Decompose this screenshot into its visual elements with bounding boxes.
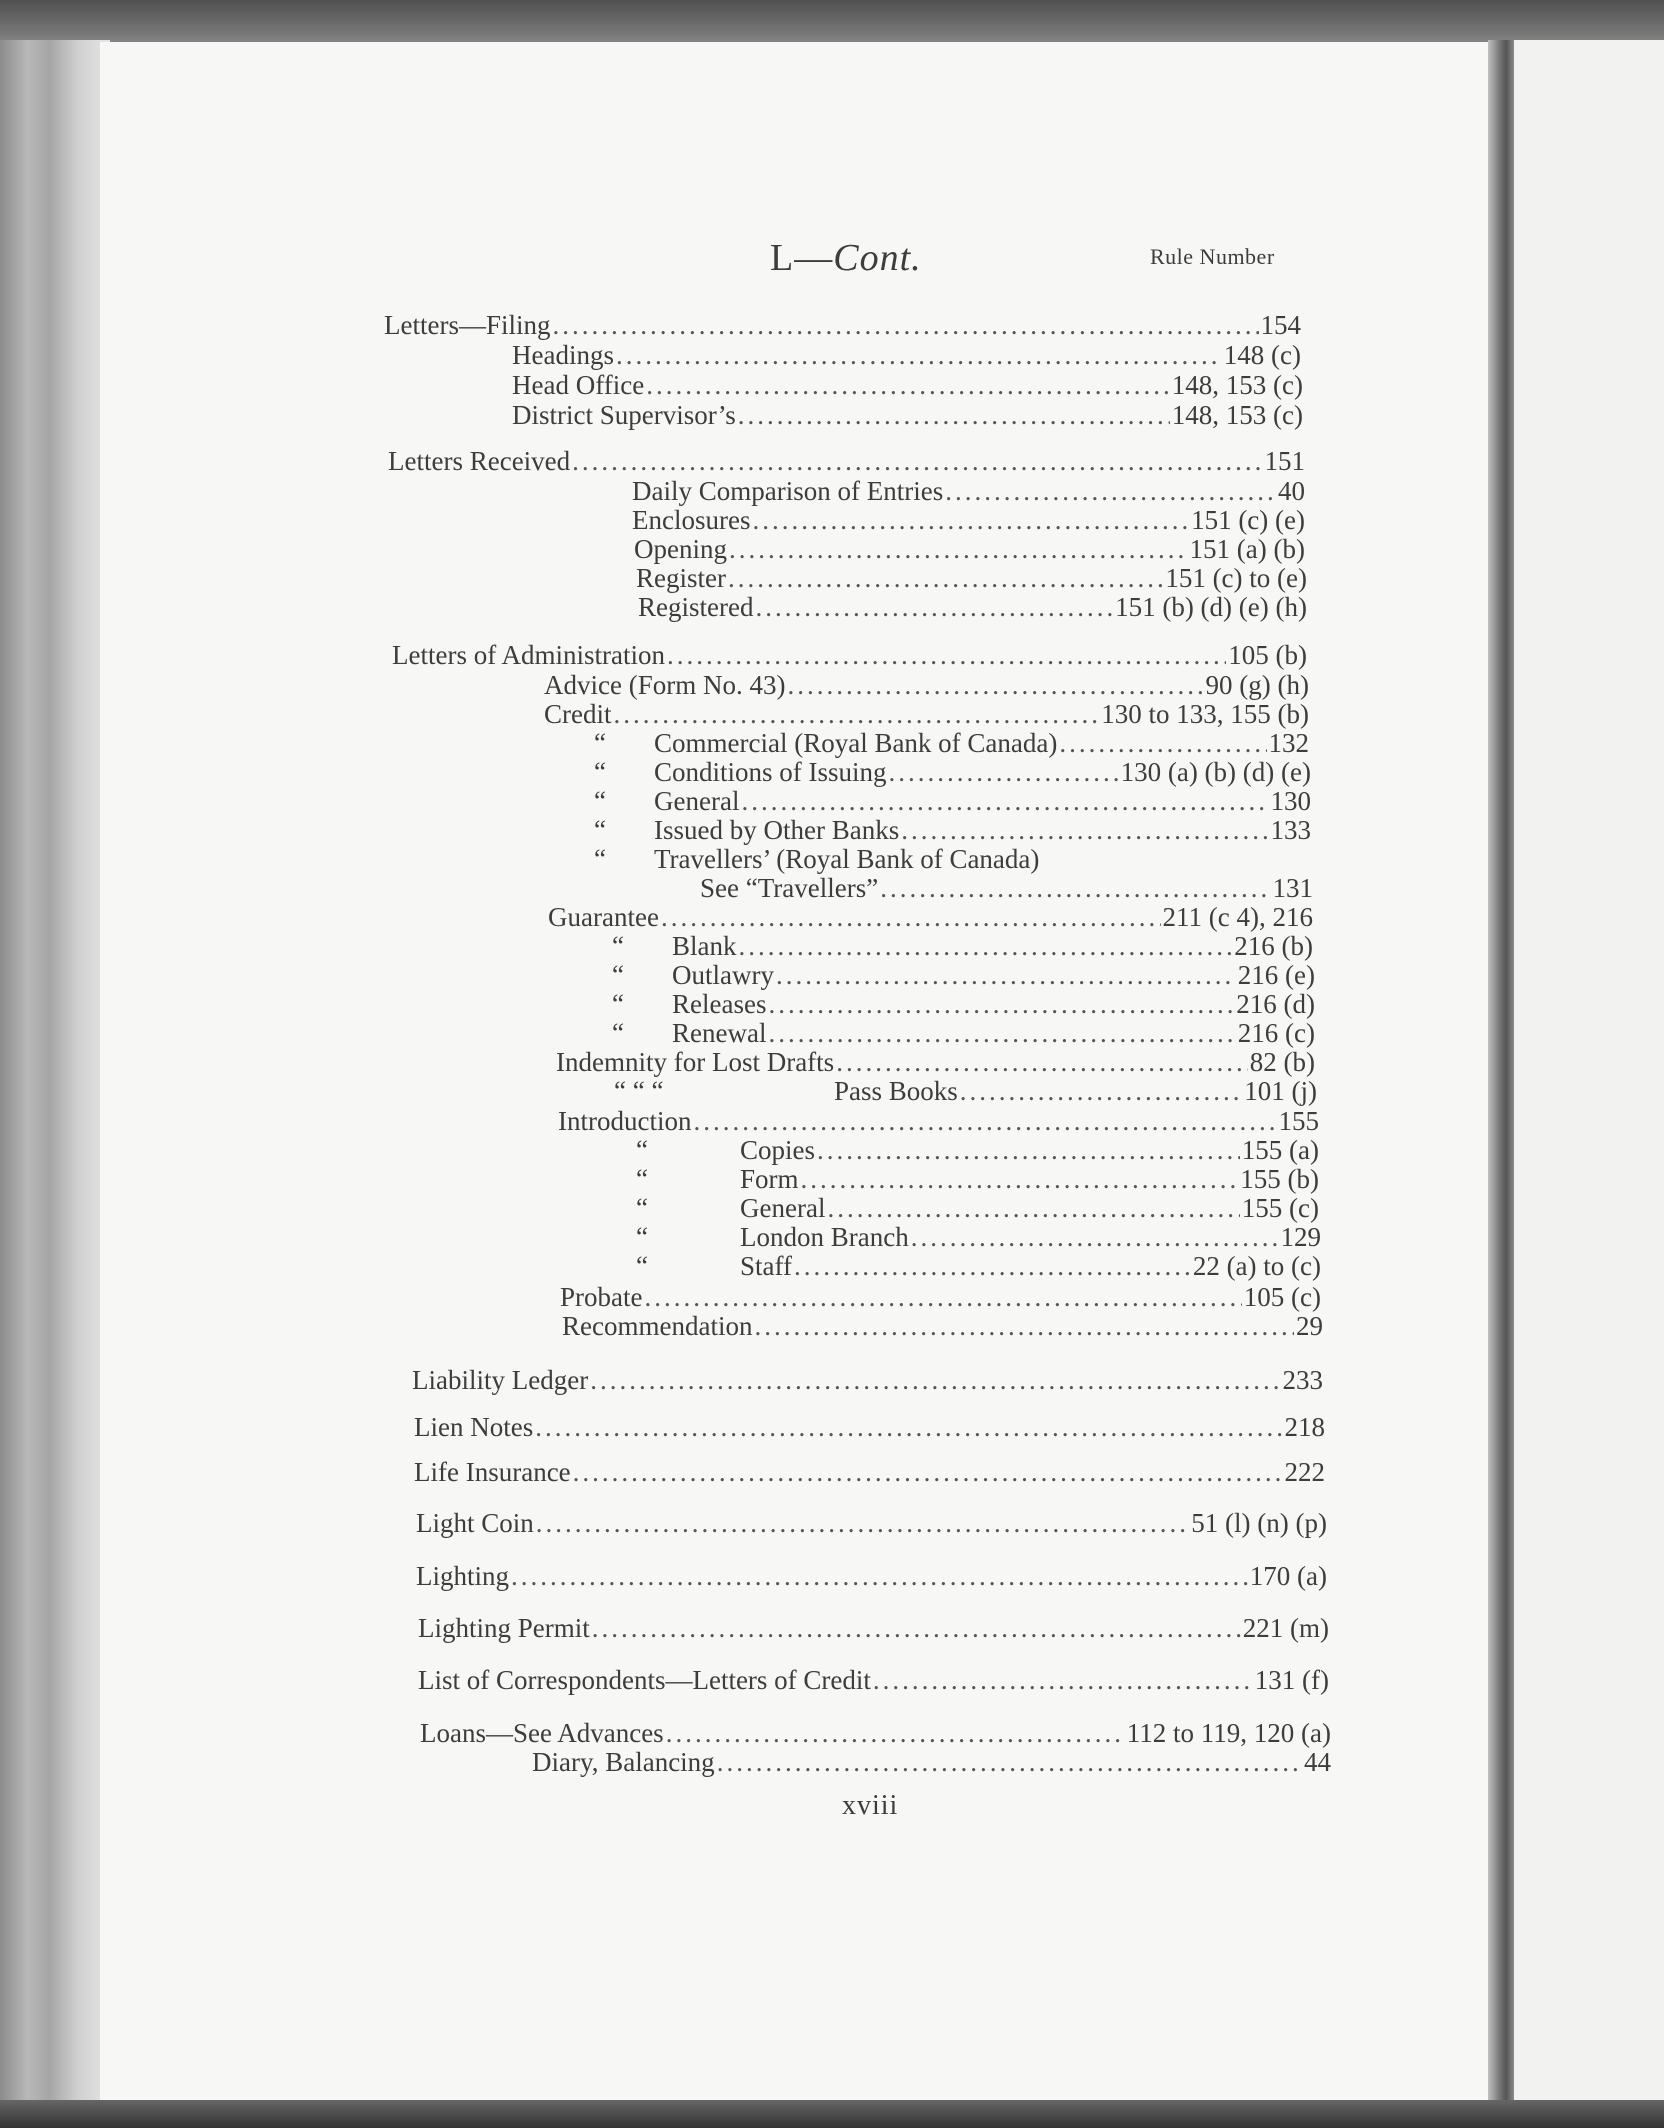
leader-dots [729, 534, 1188, 564]
leader-dots [661, 902, 1161, 932]
leader-dots [646, 370, 1170, 400]
entry-rule-ref: 148 (c) [1223, 340, 1301, 370]
index-entry [388, 446, 1305, 476]
entry-label: Recommendation [562, 1311, 753, 1341]
heading-cont: Cont. [833, 237, 922, 279]
index-entry [414, 1457, 1325, 1487]
index-entry [418, 1665, 1329, 1695]
entry-label [594, 786, 741, 816]
entry-rule-ref: 40 [1278, 476, 1305, 506]
leader-dots [836, 1047, 1248, 1077]
ditto-mark: “ [594, 815, 606, 845]
page-number: xviii [842, 1790, 899, 1821]
ditto-mark: “ [636, 1135, 648, 1165]
index-entry [548, 902, 1313, 932]
entry-label: Indemnity for Lost Drafts [556, 1047, 835, 1077]
entry-label-text: Outlawry [672, 960, 774, 990]
entry-rule-ref: 130 (a) (b) (d) (e) [1120, 757, 1311, 787]
index-entry [562, 1311, 1323, 1341]
leader-dots [572, 446, 1262, 476]
index-entry [612, 1018, 1315, 1048]
ditto-mark: “ [636, 1251, 648, 1281]
leader-dots [880, 873, 1270, 903]
index-entry [416, 1508, 1327, 1538]
entry-rule-ref: 216 (e) [1237, 960, 1315, 990]
entry-rule-ref: 222 [1284, 1457, 1325, 1487]
entry-label-text: Travellers’ (Royal Bank of Canada) [654, 844, 1040, 874]
index-entry [636, 1222, 1321, 1252]
leader-dots [616, 340, 1222, 370]
entry-rule-ref: 154 [1260, 310, 1301, 340]
ditto-marks: “ “ “ [614, 1076, 664, 1106]
leader-dots [801, 1164, 1239, 1194]
entry-label [594, 728, 1059, 758]
entry-rule-ref: 130 to 133, 155 (b) [1101, 699, 1309, 729]
section-heading [770, 236, 922, 280]
entry-label-text: Conditions of Issuing [654, 757, 887, 787]
index-entry [544, 670, 1309, 700]
entry-label [594, 757, 889, 787]
leader-dots [590, 1365, 1280, 1395]
entry-label [636, 1251, 794, 1281]
entry-label: Advice (Form No. 43) [544, 670, 786, 700]
leader-dots [573, 1457, 1283, 1487]
ditto-mark: “ [594, 844, 606, 874]
entry-rule-ref: 216 (c) [1237, 1018, 1315, 1048]
index-entry [558, 1106, 1319, 1136]
leader-dots [755, 592, 1113, 622]
entry-rule-ref: 22 (a) to (c) [1192, 1251, 1321, 1281]
entry-label: District Supervisor’s [512, 400, 736, 430]
entry-rule-ref: 151 (c) to (e) [1165, 563, 1307, 593]
entry-label: Letters Received [388, 446, 571, 476]
entry-label: Opening [634, 534, 727, 564]
entry-label [612, 1018, 768, 1048]
ditto-mark: “ [594, 757, 606, 787]
entry-rule-ref: 233 [1282, 1365, 1323, 1395]
entry-label: Registered [638, 592, 754, 622]
entry-rule-ref: 216 (d) [1236, 989, 1315, 1019]
entry-label: Lighting [416, 1561, 509, 1591]
leader-dots [728, 563, 1163, 593]
leader-dots [739, 931, 1233, 961]
leader-dots [738, 400, 1170, 430]
leader-dots [817, 1135, 1240, 1165]
entry-rule-ref: 105 (b) [1228, 640, 1307, 670]
entry-label-text: General [654, 786, 740, 816]
index-entry [512, 370, 1303, 400]
ditto-mark: “ [612, 1018, 624, 1048]
leader-dots [787, 670, 1203, 700]
leader-dots [666, 1718, 1125, 1748]
leader-dots [873, 1665, 1253, 1695]
leader-dots [768, 989, 1234, 1019]
leader-dots [511, 1561, 1248, 1591]
index-entry [420, 1718, 1331, 1748]
index-entry [392, 640, 1307, 670]
entry-rule-ref: 155 (a) [1241, 1135, 1319, 1165]
leader-dots [717, 1747, 1302, 1777]
ditto-mark: “ [612, 931, 624, 961]
entry-label: Loans—See Advances [420, 1718, 664, 1748]
leader-dots [768, 1018, 1235, 1048]
index-entry [594, 844, 1043, 874]
heading-dash: — [794, 237, 834, 279]
index-entry [594, 786, 1311, 816]
entry-label-text: Pass Books [834, 1076, 958, 1106]
entry-rule-ref: 151 [1264, 446, 1305, 476]
entry-rule-ref: 155 (b) [1240, 1164, 1319, 1194]
entry-label [612, 960, 776, 990]
entry-label-text: Form [740, 1164, 799, 1194]
entry-label [594, 844, 1041, 874]
leader-dots [960, 1076, 1242, 1106]
leader-dots [1059, 728, 1266, 758]
index-entry [636, 1164, 1319, 1194]
index-entry [594, 728, 1309, 758]
index-entry [612, 960, 1315, 990]
ditto-mark: “ [594, 728, 606, 758]
index-entry [614, 1076, 1317, 1106]
entry-rule-ref: 82 (b) [1249, 1047, 1315, 1077]
entry-rule-ref: 44 [1304, 1747, 1331, 1777]
index-entry [632, 505, 1305, 535]
index-entry [594, 757, 1311, 787]
entry-rule-ref: 155 (c) [1241, 1193, 1319, 1223]
section-letter: L [770, 237, 795, 279]
entry-rule-ref: 130 [1270, 786, 1311, 816]
entry-label: Headings [512, 340, 614, 370]
index-entry [594, 815, 1311, 845]
entry-label: Head Office [512, 370, 645, 400]
entry-label: Lighting Permit [418, 1613, 590, 1643]
entry-rule-ref: 132 [1268, 728, 1309, 758]
entry-label: Guarantee [548, 902, 659, 932]
index-entry [612, 989, 1315, 1019]
index-entry [638, 592, 1307, 622]
index-entry [412, 1365, 1323, 1395]
entry-label [612, 989, 768, 1019]
entry-label: Credit [544, 699, 612, 729]
entry-label: Enclosures [632, 505, 751, 535]
entry-label-text: General [740, 1193, 826, 1223]
entry-rule-ref: 170 (a) [1249, 1561, 1327, 1591]
leader-dots [693, 1106, 1276, 1136]
ditto-mark: “ [636, 1164, 648, 1194]
entry-label [636, 1135, 817, 1165]
leader-dots [535, 1412, 1282, 1442]
leader-dots [667, 640, 1226, 670]
entry-label: Daily Comparison of Entries [632, 476, 944, 506]
leader-dots [536, 1508, 1190, 1538]
index-entry [632, 476, 1305, 506]
entry-rule-ref: 101 (j) [1244, 1076, 1317, 1106]
entry-rule-ref: 151 (c) (e) [1191, 505, 1305, 535]
ditto-mark: “ [636, 1193, 648, 1223]
entry-rule-ref: 148, 153 (c) [1171, 370, 1303, 400]
entry-label [594, 815, 901, 845]
index-entry [612, 931, 1313, 961]
entry-rule-ref: 216 (b) [1234, 931, 1313, 961]
index-entry [700, 873, 1313, 903]
rule-number-label: Rule Number [1150, 244, 1275, 269]
entry-rule-ref: 51 (l) (n) (p) [1191, 1508, 1327, 1538]
entry-label-text: Copies [740, 1135, 816, 1165]
entry-rule-ref: 148, 153 (c) [1171, 400, 1303, 430]
index-entry [384, 310, 1301, 340]
entry-label-text: Renewal [672, 1018, 767, 1048]
entry-label: Probate [560, 1282, 643, 1312]
entry-rule-ref: 131 (f) [1254, 1665, 1329, 1695]
entry-label-text: Staff [740, 1251, 792, 1281]
entry-label [636, 1164, 801, 1194]
entry-label [636, 1193, 827, 1223]
entry-label: Introduction [558, 1106, 692, 1136]
entry-label [614, 1076, 960, 1106]
index-entry [416, 1561, 1327, 1591]
entry-label-text: Releases [672, 989, 767, 1019]
leader-dots [754, 1311, 1294, 1341]
entry-label: Light Coin [416, 1508, 534, 1538]
index-entry [532, 1747, 1331, 1777]
index-entry [544, 699, 1309, 729]
index-entry [418, 1613, 1329, 1643]
leader-dots [592, 1613, 1241, 1643]
entry-rule-ref: 221 (m) [1242, 1613, 1329, 1643]
entry-label: Life Insurance [414, 1457, 571, 1487]
index-entry [636, 1135, 1319, 1165]
entry-rule-ref: 211 (c 4), 216 [1162, 902, 1313, 932]
leader-dots [752, 505, 1189, 535]
ditto-mark: “ [612, 960, 624, 990]
entry-rule-ref: 105 (c) [1243, 1282, 1321, 1312]
leader-dots [776, 960, 1236, 990]
leader-dots [827, 1193, 1239, 1223]
entry-rule-ref: 133 [1270, 815, 1311, 845]
index-entry [512, 340, 1301, 370]
entry-rule-ref: 112 to 119, 120 (a) [1126, 1718, 1331, 1748]
entry-label: Diary, Balancing [532, 1747, 715, 1777]
index-entry [560, 1282, 1321, 1312]
entry-rule-ref: 151 (a) (b) [1189, 534, 1305, 564]
leader-dots [794, 1251, 1191, 1281]
leader-dots [945, 476, 1276, 506]
entry-label: List of Correspondents—Letters of Credit [418, 1665, 871, 1695]
entry-label: Letters—Filing [384, 310, 551, 340]
index-entry [636, 1193, 1319, 1223]
entry-rule-ref: 155 [1278, 1106, 1319, 1136]
index-entry [556, 1047, 1315, 1077]
leader-dots [741, 786, 1268, 816]
entry-rule-ref: 218 [1284, 1412, 1325, 1442]
entry-rule-ref: 151 (b) (d) (e) (h) [1115, 592, 1307, 622]
entry-label: Lien Notes [414, 1412, 534, 1442]
index-entry [512, 400, 1303, 430]
leader-dots [911, 1222, 1279, 1252]
index-entry [636, 1251, 1321, 1281]
entry-label [612, 931, 739, 961]
index-entry [414, 1412, 1325, 1442]
leader-dots [901, 815, 1268, 845]
entry-label: Liability Ledger [412, 1365, 589, 1395]
entry-rule-ref: 29 [1296, 1311, 1323, 1341]
ditto-mark: “ [612, 989, 624, 1019]
entry-label [636, 1222, 911, 1252]
leader-dots [889, 757, 1119, 787]
entry-rule-ref: 131 [1272, 873, 1313, 903]
entry-rule-ref: 90 (g) (h) [1205, 670, 1309, 700]
entry-label-text: Blank [672, 931, 737, 961]
entry-label-text: London Branch [740, 1222, 909, 1252]
leader-dots [552, 310, 1258, 340]
entry-label-text: Commercial (Royal Bank of Canada) [654, 728, 1058, 758]
leader-dots [644, 1282, 1241, 1312]
entry-label: Letters of Administration [392, 640, 665, 670]
entry-label: Register [636, 563, 726, 593]
leader-dots [614, 699, 1100, 729]
entry-label-text: Issued by Other Banks [654, 815, 900, 845]
entry-label: See “Travellers” [700, 873, 879, 903]
index-entry [634, 534, 1305, 564]
ditto-mark: “ [636, 1222, 648, 1252]
index-entry [636, 563, 1307, 593]
entry-rule-ref: 129 [1280, 1222, 1321, 1252]
ditto-mark: “ [594, 786, 606, 816]
